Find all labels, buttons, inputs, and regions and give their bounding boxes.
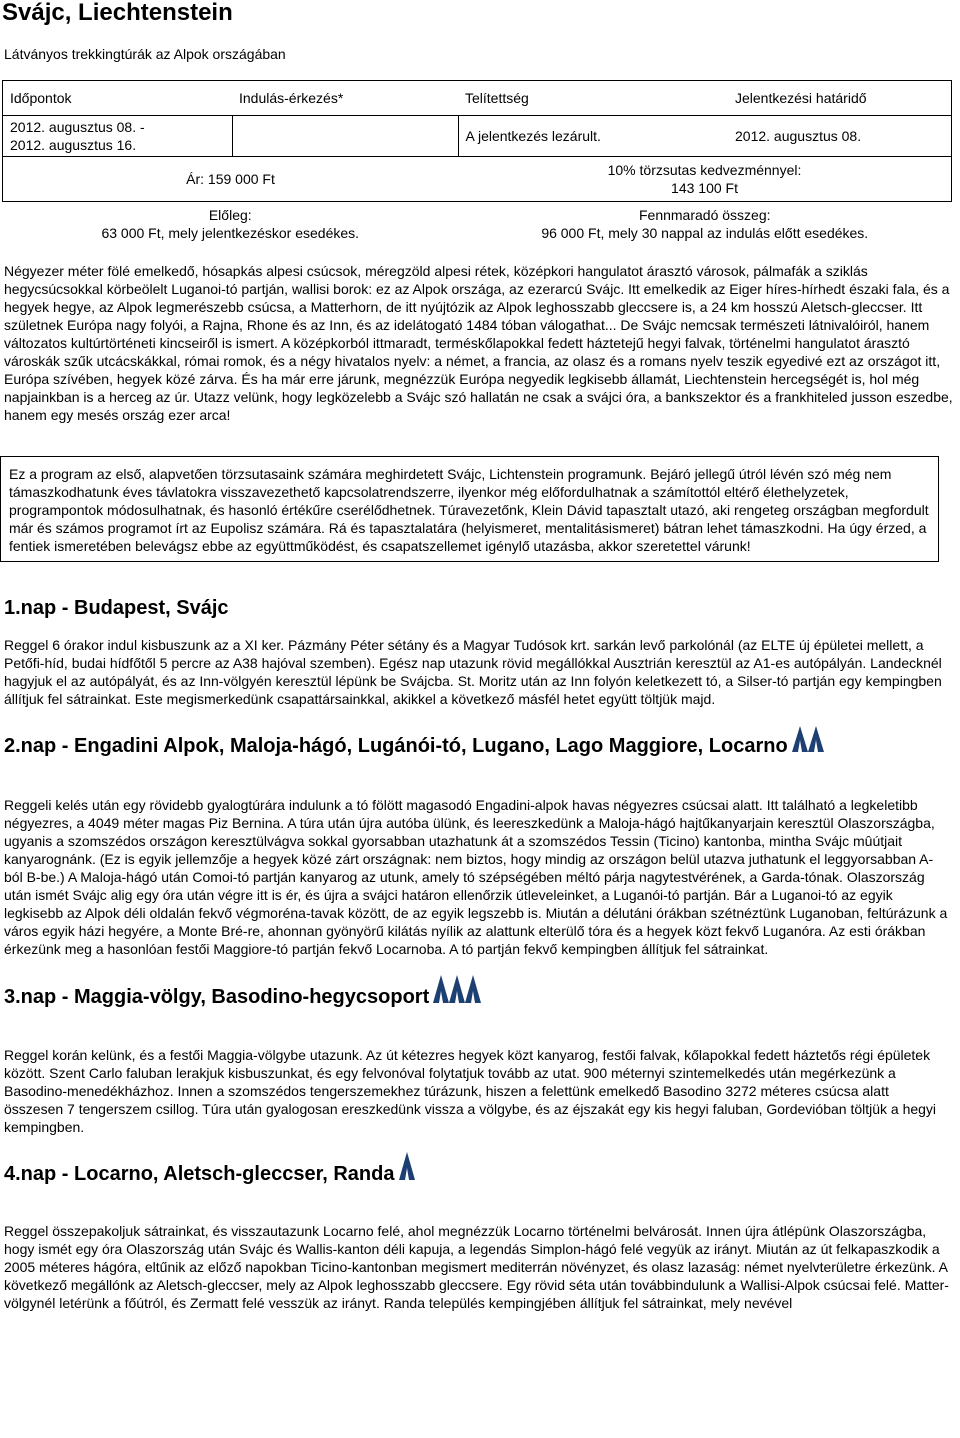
deadline-cell: 2012. augusztus 08. (735, 128, 862, 144)
remaining-cell (458, 202, 952, 247)
page-subtitle: Látványos trekkingtúrák az Alpok országában (4, 46, 286, 62)
header-deadline: Jelentkezési határidő (735, 90, 867, 106)
occupancy-cell: A jelentkezés lezárult. (465, 128, 601, 144)
deposit-label: Előleg: (208, 207, 252, 223)
info-table-price-row (3, 157, 952, 202)
remaining-label: Fennmaradó összeg: (638, 207, 771, 223)
day-2-title (4, 734, 828, 758)
tent-icon-group-1 (397, 1148, 417, 1182)
dates-start: 2012. augusztus 08. - (10, 119, 145, 135)
day-3-title (4, 985, 485, 1009)
day-3-title-text: 3.nap - Maggia-völgy, Basodino-hegycsoport (4, 986, 430, 1008)
info-table-dates-row (3, 116, 952, 157)
discount-cell (458, 157, 952, 202)
departure-cell (232, 116, 458, 157)
dates-end: 2012. augusztus 16. (10, 137, 137, 153)
notice-box (0, 456, 939, 562)
header-departure: Indulás-érkezés* (239, 90, 344, 106)
discount-price: 143 100 Ft (671, 180, 738, 196)
tent-icon-group-3 (431, 971, 485, 1005)
tent-icons (397, 1148, 417, 1182)
intro-text: Négyezer méter fölé emelkedő, hósapkás alpesi csúcsok, méregzöld alpesi rétek, középkori hangulatot árasztó városok, pálmafák a sziklás hegycsúcsokkal körbeölelt Luganoi-tó partján, wallisi borok: ez az Alpok országa, az ezerarcú Svájc. Itt emelkedik az Eiger híres-hírhedt északi fala, és a hegyek hegye, az Alpok legmerészebb csúcsa, a Matterhorn, de itt nyújtózik az Alpok leghosszabb gleccsere is, a 24 km hosszú Aletsch-gleccser. Itt születnek Európa nagy folyói, a Rajna, Rhone és az Inn, és az idelátogató 1484 tóban válogathat... De Svájc nemcsak természeti látnivalóiról, hanem változatos kultúrtörténeti kincseiről is ismert. A középkorból ittmaradt, terméskőlapokkal fedett háztetejű hegyi falvak, történelmi hangulatot árasztó városkák szűk utcácskákkal, római romok, és a négy hivatalos nyelv: a német, a francia, az olasz és a romans nyelv teszik egyedivé ezt az országot itt, Európa szívében, hegyek közé zárva. És ha már erre járunk, megnézzük Európa negyedik legkisebb államát, Liechtenstein hercegségét is, hol még napjainkban is a herceg az úr. Utazz velünk, hogy legközelebb a Svájc szó hallatán ne csak a svájci óra, a bankszektor és a frankhiteled jusson eszedbe, hanem egy mesés ország ezer arca! (4, 263, 953, 423)
day-4-text: Reggel összepakoljuk sátrainkat, és visszautazunk Locarno felé, ahol megnézzük Locarno történelmi belvárosát. Innen újra átlépünk Olaszországba, hogy ismét egy óra Olaszország után Svájc és Wallis-kanton déli kapuja, a legendás Simplon-hágó felé vegyük az irányt. Miután az út felkapaszkodik a 2005 méteres hágóra, eltűnik az előző napokban Ticino-kantonban megismert mediterrán növényzet, és olasz lazaság: német nyelvterületre érkezünk. A következő megállónk az Aletsch-gleccser, mely az Alpok leghosszabb gleccsere. Egy rövid séta után továbbindulunk a Wallisi-Alpok csúcsai felé. Matter-völgynél letérünk a főútról, és Zermatt felé vesszük az irányt. Randa település kempingjében állítjuk fel sátrainkat, mely nevével (4, 1223, 949, 1311)
header-occupancy: Telítettség (465, 90, 529, 106)
price-cell: Ár: 159 000 Ft (186, 171, 275, 187)
day-3-text: Reggel korán kelünk, és a festői Maggia-völgybe utazunk. Az út kétezres hegyek közt kanyarog, festői falvak, kőlapokkal fedett háztetős régi épületek között. Szent Carlo faluban lerakjuk kisbuszunkat, és egy felvonóval folytatjuk tovább az utat. 900 méternyi szintemelkedés után megérkezünk a Basodino-menedékházhoz. Innen a szomszédos tengerszemekhez túrázunk, hiszen a felettünk emelkedő Basodino 3272 méteres csúcsa alatt összesen 7 tengerszem csillog. Túra után gyalogosan ereszkedünk vissza a völgybe, és az éjszakát egy kis hegyi faluban, Gordevióban töltjük a hegyi kempingben. (4, 1047, 937, 1135)
day-1-title (4, 596, 229, 620)
header-dates: Időpontok (10, 90, 72, 106)
discount-label: 10% törzsutas kedvezménnyel: (607, 162, 802, 178)
day-2-title-text: 2.nap - Engadini Alpok, Maloja-hágó, Lugánói-tó, Lugano, Lago Maggiore, Locarno (4, 735, 788, 757)
tent-icons (790, 722, 828, 754)
dates-cell (3, 116, 233, 157)
info-table-payment-row (3, 202, 952, 247)
remaining-value: 96 000 Ft, mely 30 nappal az indulás előtt esedékes. (541, 225, 869, 241)
deposit-value: 63 000 Ft, mely jelentkezéskor esedékes. (101, 225, 360, 241)
tent-icons (431, 971, 485, 1005)
notice-text: Ez a program az első, alapvetően törzsutasaink számára meghirdetett Svájc, Lichtenstein programunk. Bejáró jellegű útról lévén szó még nem támaszkodhatunk éves távlatokra visszavezethető kapcsolatrendszerre, ilyenkor még előfordulhatnak a számítottól eltérő élethelyzetek, programpontok módosulhatnak, és hasonló értékűre cserélődhetnek. Túravezetőnk, Klein Dávid tapasztalt utazó, aki rengeteg országban megfordult már és számos programot írt az Eupolisz számára. Rá és tapasztalatára (helyismeret, mentalitásismeret) bátran lehet támaszkodni. Ha úgy érzed, a fentiek ismeretében belevágsz ebbe az együttműködést, és csapatszellemet igénylő utazásba, akkor szeretettel várunk! (9, 466, 929, 554)
info-table-header-row (3, 81, 952, 116)
day-1-text: Reggel 6 órakor indul kisbuszunk az a XI ker. Pázmány Péter sétány és a Magyar Tudósok krt. sarkán levő parkolónál (az ELTE új épületei mellett, a Petőfi-híd, budai hídfőtől 5 percre az A38 hajóval szemben). Egész nap utazunk rövid megállókkal Ausztrián keresztül az A1-es autópályán. Landecknél hagyjuk el az autópályát, és az Inn-völgyén keresztül lépünk be Svájcba. St. Moritz után az Inn folyón keletkezett tó, a Silser-tó partján egy kempingben állítjuk fel sátrainkat. Este megismerkedünk csapattársainkkal, akikkel a következő másfél hetet együtt töltjük majd. (4, 637, 942, 707)
day-2-text: Reggeli kelés után egy rövidebb gyalogtúrára indulunk a tó fölött magasodó Engadini-alpok havas négyezres csúcsai alatt. Itt található a legkeletibb négyezres, a 4049 méter magas Piz Bernina. A túra után újra autóba ülünk, és leereszkedünk a Maloja-hágó hajtűkanyarjain keresztül Olaszországba, ugyanis a szomszédos országon keresztülvágva sokkal gyorsabban utazhatunk át a szomszédos Tessin (Ticino) kantonba, mintha Svájc mûútjait kanyarognánk. (Ez is egyik jellemzője a hegyek közé zárt országnak: nem biztos, hogy mindig az országon belül utazva juthatunk el leggyorsabban A-ból B-be.) A Maloja-hágó után Comoi-tó partján kanyarog az utunk, amely tó szépségében méltó párja nagytestvérének, a Garda-tónak. Olaszország után ismét Svájc alig egy óra után végre itt is ér, és újra a svájci határon ellenőrzik útleveleinket, a Luganói-tó partján. Bár a Luganoi-tó az egyik legkisebb az Alpok déli oldalán fekvő végmoréna-tavak között, de az egyik legszebb is. Miután a délutáni órákban szétnéztünk Luganoban, feltúrázunk a város egyik házi hegyére, a Monte Bré-re, ahonnan gyönyörű kilátás nyílik az alattunk elterülő tóra és a hegyek közt fekvő Luganóra. Az esti órákban érkezünk meg a hasonlóan festői Maggiore-tó partján fekvő Locarnoba. A tó partján fekvő kempingben állítjuk fel sátrainkat. (4, 797, 948, 957)
deposit-cell (3, 202, 459, 247)
info-table (2, 80, 952, 246)
day-1-title-text: 1.nap - Budapest, Svájc (4, 597, 229, 619)
day-4-title-text: 4.nap - Locarno, Aletsch-gleccser, Randa (4, 1163, 395, 1185)
tent-icon-group-2 (790, 722, 828, 754)
page-title: Svájc, Liechtenstein (2, 0, 233, 26)
day-4-title (4, 1162, 417, 1186)
